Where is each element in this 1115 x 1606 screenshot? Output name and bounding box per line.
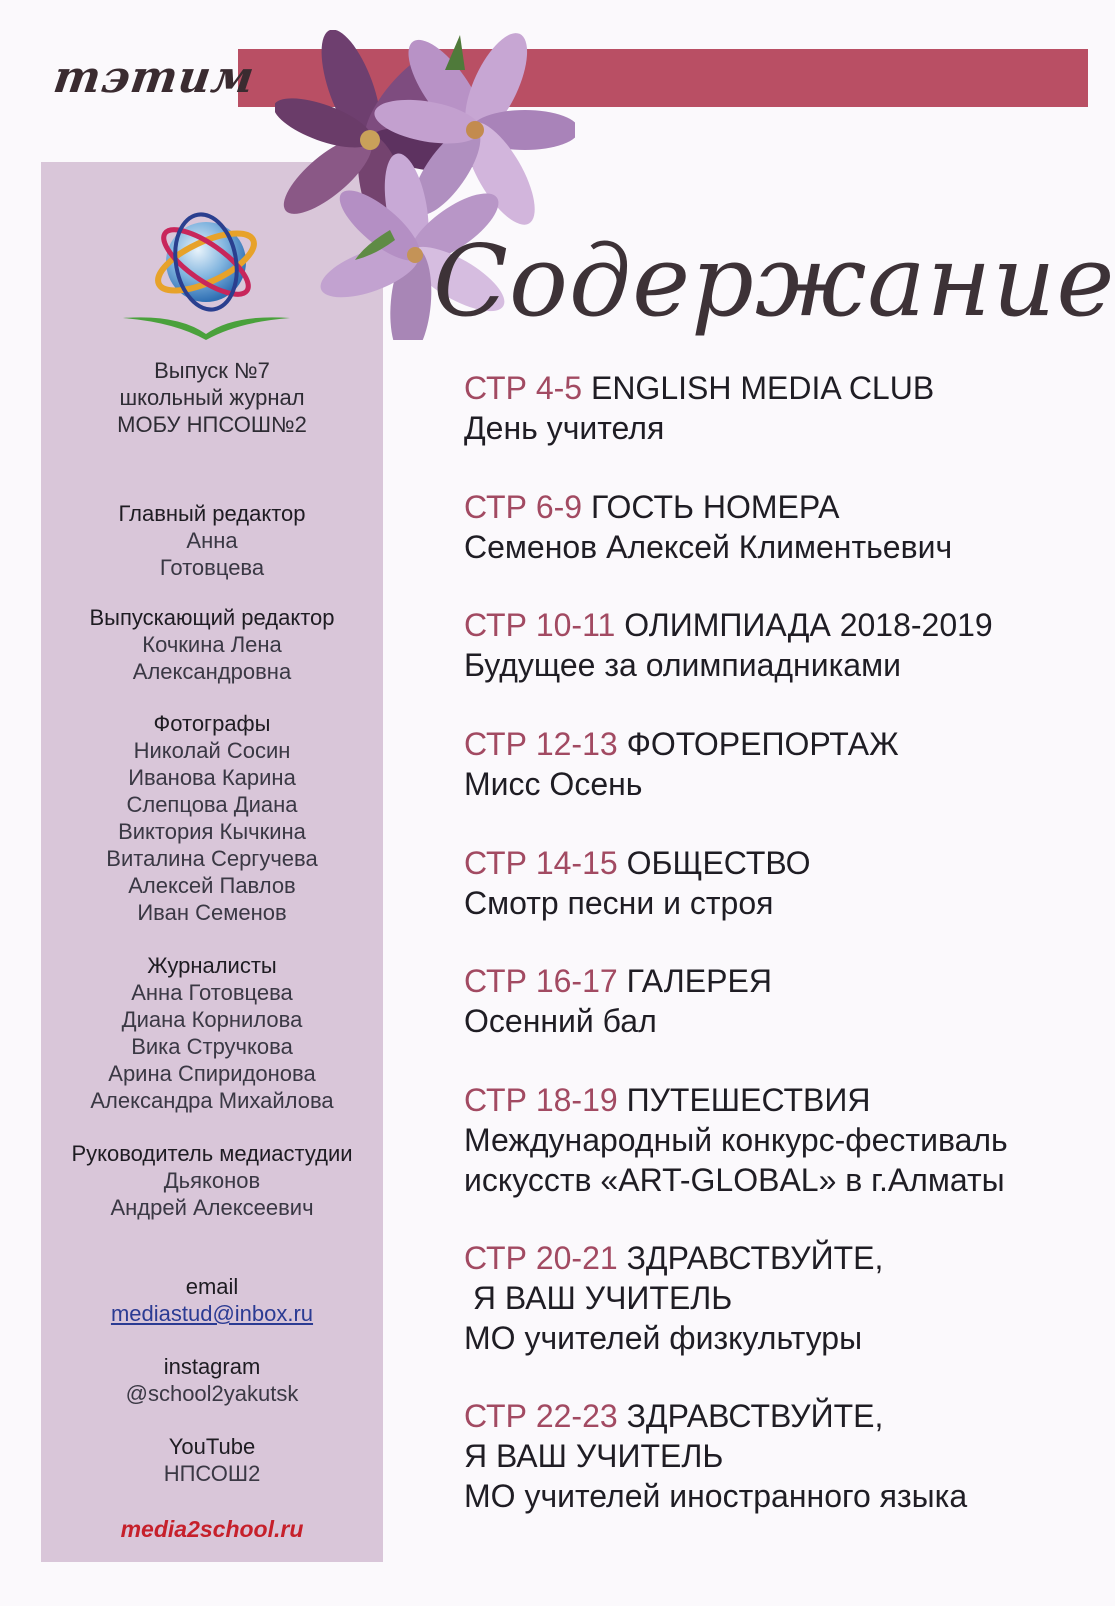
youtube-label: YouTube <box>168 1434 256 1459</box>
photographer-name: Николай Сосин <box>133 738 291 763</box>
chief-editor-block <box>41 500 383 581</box>
toc-entry <box>464 724 1094 804</box>
toc-entry <box>464 843 1094 923</box>
journalist-name: Александра Михайлова <box>90 1088 334 1113</box>
toc-section: ENGLISH MEDIA CLUB <box>590 370 935 406</box>
toc-entry <box>464 368 1094 448</box>
toc-section-continued: Я ВАШ УЧИТЕЛЬ <box>464 1438 724 1474</box>
toc-entry <box>464 1396 1094 1516</box>
toc-subtitle: Семенов Алексей Климентьевич <box>464 529 953 565</box>
email-block <box>41 1273 383 1327</box>
toc-pages: СТР 20-21 <box>464 1240 618 1276</box>
release-editor-heading: Выпускающий редактор <box>89 605 335 630</box>
toc-subtitle: Будущее за олимпиадниками <box>464 647 901 683</box>
issue-line: МОБУ НПСОШ№2 <box>117 412 307 437</box>
toc-subtitle: искусств «ART-GLOBAL» в г.Алматы <box>464 1162 1005 1198</box>
toc-title: Содержание <box>433 225 1115 339</box>
journalist-name: Анна Готовцева <box>131 980 293 1005</box>
journalists-block <box>41 952 383 1114</box>
photographer-name: Слепцова Диана <box>126 792 298 817</box>
toc-pages: СТР 10-11 <box>464 607 616 643</box>
toc-section: ОЛИМПИАДА 2018-2019 <box>624 607 993 643</box>
youtube-block <box>41 1433 383 1487</box>
toc-subtitle: Смотр песни и строя <box>464 885 774 921</box>
toc-pages: СТР 18-19 <box>464 1082 618 1118</box>
release-editor-name: Кочкина Лена <box>142 632 282 657</box>
toc-entry <box>464 1080 1094 1200</box>
journalist-name: Арина Спиридонова <box>108 1061 316 1086</box>
studio-head-heading: Руководитель медиастудии <box>71 1141 353 1166</box>
website-link[interactable]: media2school.ru <box>120 1516 304 1542</box>
issue-line: школьный журнал <box>119 385 305 410</box>
journalists-heading: Журналисты <box>147 953 277 978</box>
toc-entry <box>464 1238 1094 1358</box>
photographer-name: Иванова Карина <box>128 765 296 790</box>
issue-info <box>41 357 383 438</box>
toc-section: ЗДРАВСТВУЙТЕ, <box>626 1240 884 1276</box>
toc-pages: СТР 22-23 <box>464 1398 618 1434</box>
photographer-name: Виталина Сергучева <box>106 846 318 871</box>
toc-entry <box>464 961 1094 1041</box>
issue-line: Выпуск №7 <box>154 358 270 383</box>
leaf <box>445 35 465 70</box>
toc-subtitle: Мисс Осень <box>464 766 643 802</box>
website-block <box>41 1516 383 1543</box>
toc-entry <box>464 605 1094 685</box>
toc-pages: СТР 4-5 <box>464 370 583 406</box>
email-label: email <box>185 1274 239 1299</box>
toc-subtitle: День учителя <box>464 410 665 446</box>
instagram-block <box>41 1353 383 1407</box>
instagram-label: instagram <box>163 1354 261 1379</box>
toc-pages: СТР 6-9 <box>464 489 583 525</box>
studio-head-name: Дьяконов <box>163 1168 261 1193</box>
photographers-block <box>41 710 383 926</box>
toc-subtitle: Международный конкурс-фестиваль <box>464 1122 1008 1158</box>
photographer-name: Иван Семенов <box>137 900 287 925</box>
studio-head-name: Андрей Алексеевич <box>110 1195 314 1220</box>
toc-pages: СТР 14-15 <box>464 845 618 881</box>
journalist-name: Диана Корнилова <box>121 1007 303 1032</box>
toc-entry <box>464 487 1094 567</box>
brand-logo: тэтим <box>50 52 258 103</box>
chief-editor-heading: Главный редактор <box>118 501 306 526</box>
toc-subtitle: Осенний бал <box>464 1003 657 1039</box>
toc-section: ГАЛЕРЕЯ <box>626 963 772 999</box>
photographer-name: Алексей Павлов <box>128 873 296 898</box>
toc-section: ПУТЕШЕСТВИЯ <box>626 1082 871 1118</box>
toc-subtitle: МО учителей иностранного языка <box>464 1478 968 1514</box>
toc-section: ФОТОРЕПОРТАЖ <box>626 726 899 762</box>
release-editor-block <box>41 604 383 685</box>
toc-section: ОБЩЕСТВО <box>626 845 811 881</box>
school-emblem-icon <box>118 210 298 350</box>
youtube-channel: НПСОШ2 <box>163 1461 261 1486</box>
toc-pages: СТР 16-17 <box>464 963 618 999</box>
release-editor-name: Александровна <box>132 659 292 684</box>
toc-section-continued: Я ВАШ УЧИТЕЛЬ <box>464 1280 733 1316</box>
photographers-heading: Фотографы <box>153 711 271 736</box>
chief-editor-name: Анна <box>186 528 238 553</box>
toc-section: ЗДРАВСТВУЙТЕ, <box>626 1398 884 1434</box>
studio-head-block <box>41 1140 383 1221</box>
toc-section: ГОСТЬ НОМЕРА <box>590 489 840 525</box>
photographer-name: Виктория Кычкина <box>118 819 306 844</box>
email-link[interactable]: mediastud@inbox.ru <box>110 1301 314 1326</box>
toc-subtitle: МО учителей физкультуры <box>464 1320 863 1356</box>
instagram-handle: @school2yakutsk <box>125 1381 299 1406</box>
toc-pages: СТР 12-13 <box>464 726 618 762</box>
journalist-name: Вика Стручкова <box>131 1034 293 1059</box>
chief-editor-name: Готовцева <box>159 555 265 580</box>
